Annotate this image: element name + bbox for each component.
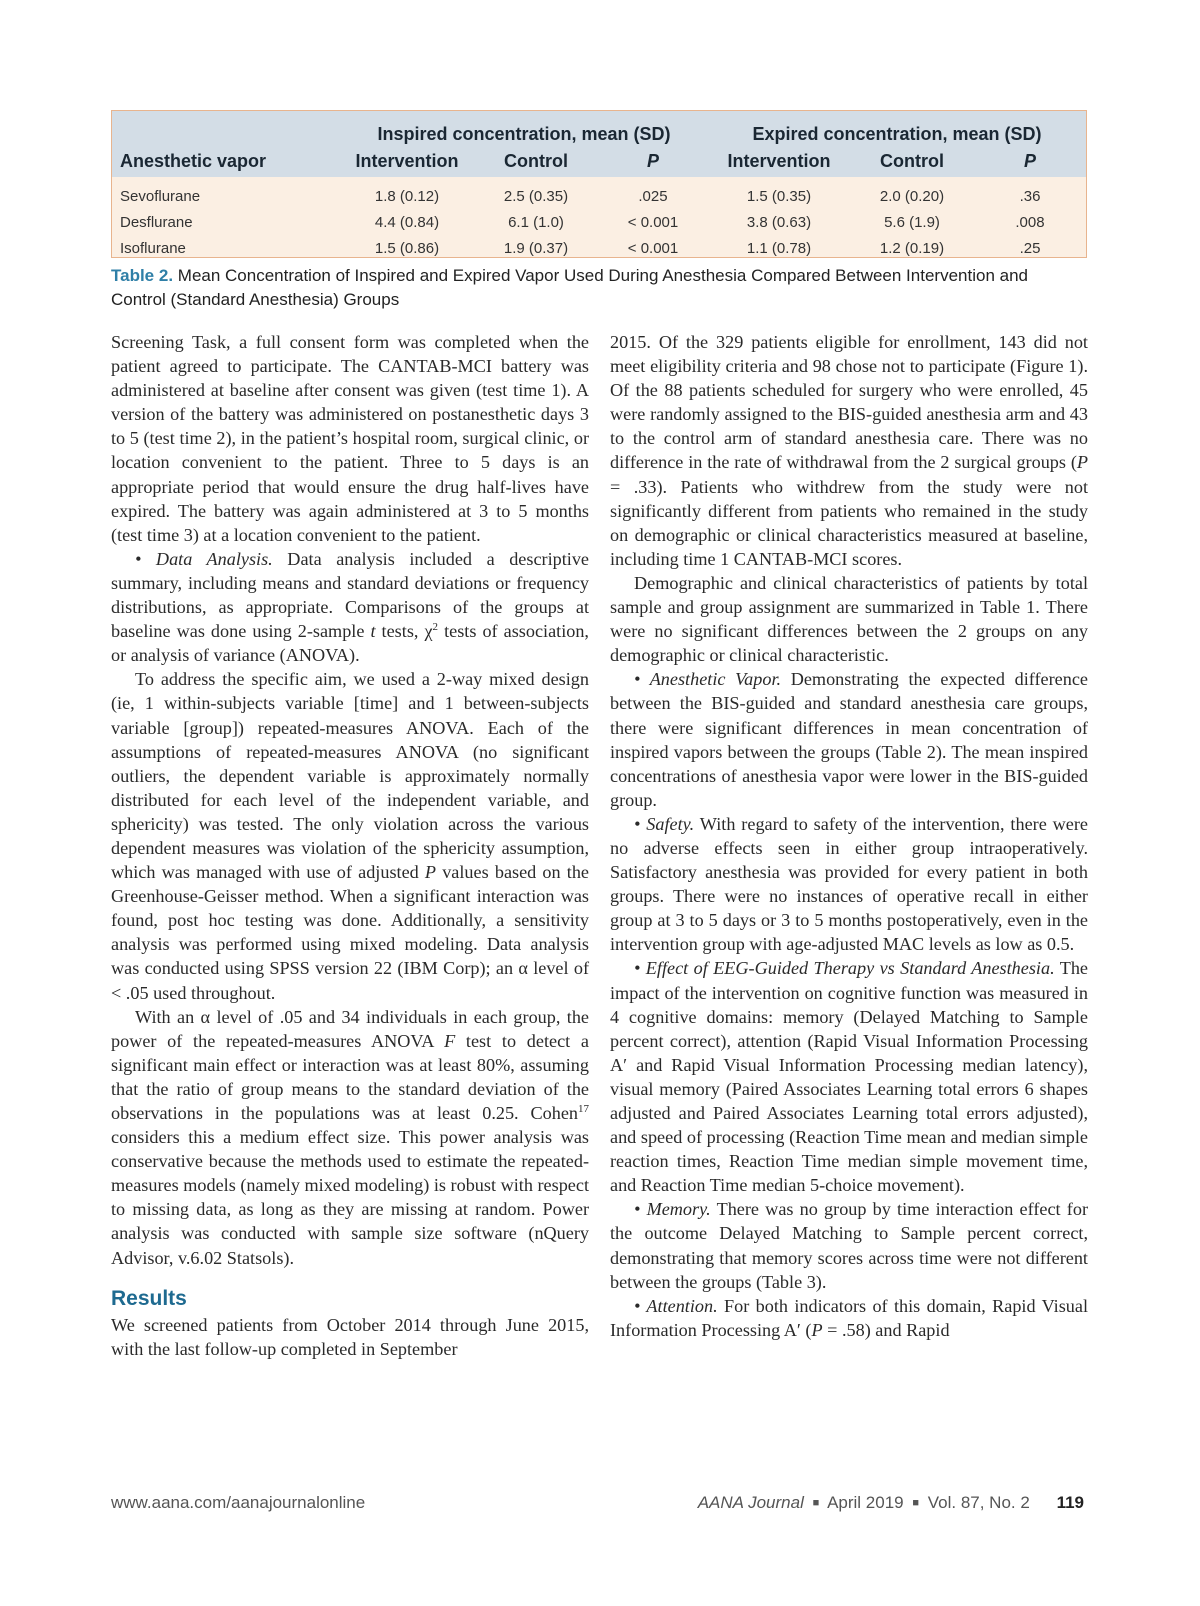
table-cell: 2.0 (0.20) [879, 187, 945, 205]
table-cell: 6.1 (1.0) [508, 213, 564, 231]
table-cell: 1.1 (0.78) [746, 239, 812, 257]
group-header-expired: Expired concentration, mean (SD) [752, 124, 1042, 144]
page-number: 119 [1056, 1493, 1084, 1512]
table-row [112, 235, 1086, 261]
table-cell: < 0.001 [627, 213, 679, 231]
column-header-inspired-control: Control [504, 150, 568, 171]
paragraph: • Data Analysis. Data analysis included a descriptive summary, including means and standard deviations or frequency distributions, as appropriate. Comparisons of the groups at baseline was done using 2-sample t tests, $\chi^2$ tests of association, or analysis of variance (ANOVA). [111, 548, 589, 666]
column-header-expired-p: P [1023, 150, 1036, 171]
column-header-vapor: Anesthetic vapor [120, 150, 267, 171]
table-column-header-row [112, 145, 1086, 177]
run-in-heading: • Data Analysis. [135, 548, 273, 569]
footer-url[interactable]: www.aana.com/aanajournalonline [111, 1493, 366, 1512]
table-group-header-blank [112, 111, 340, 145]
table-cell: 4.4 (0.84) [374, 213, 440, 231]
table-cell: 1.9 (0.37) [503, 239, 569, 257]
run-in-heading: • Safety. [634, 813, 695, 834]
paragraph: • Effect of EEG-Guided Therapy vs Standard Anesthesia. The impact of the intervention on cognitive function was measured in 4 cognitive domains: memory (Delayed Matching to Sample percent correct), attention (Rapid Visual Information Processing A′ and Rapid Visual Information Processing median latency), visual memory (Paired Associates Learning total errors 6 shapes adjusted and Paired Associates Learning total errors adjusted), and speed of processing (Reaction Time mean and median simple reaction times, Reaction Time median simple movement time, and Reaction Time median 5-choice movement). [610, 958, 1088, 1196]
run-in-heading: • Attention. [634, 1295, 718, 1316]
run-in-heading: • Effect of EEG-Guided Therapy vs Standard Anesthesia. [634, 958, 1055, 979]
table-row [112, 209, 1086, 235]
paragraph: • Safety. With regard to safety of the intervention, there were no adverse effects seen in either group intraoperatively. Satisfactory anesthesia was provided for every patient in both groups. There were no instances of operative recall in either group at 3 to 5 days or 3 to 5 months postoperatively, even in the intervention group with age-adjusted MAC levels as low as 0.5. [610, 813, 1088, 955]
table-cell: .25 [1019, 239, 1041, 257]
table-row [112, 177, 1086, 209]
column-header-expired-control: Control [880, 150, 944, 171]
footer-separator: ■ [812, 1497, 820, 1509]
footer-issue-date: April 2019 [827, 1493, 904, 1512]
table-2 [111, 110, 1087, 258]
paragraph: With an α level of .05 and 34 individuals in each group, the power of the repeated-measures ANOVA F test to detect a significant main effect or interaction was at least 80%, assuming that the ratio of group means to the standard deviation of the observations in the populations was at least 0.25. Cohen$^{17}$ considers this a medium effect size. This power analysis was conservative because the methods used to estimate the repeated-measures models (namely mixed modeling) is robust with respect to missing data, as long as they are missing at random. Power analysis was conducted with sample size software (nQuery Advisor, v.6.02 Statsols). [111, 1006, 589, 1268]
citation-reference: 17 [578, 1102, 589, 1115]
group-header-inspired: Inspired concentration, mean (SD) [377, 124, 671, 144]
table-cell: Sevoflurane [120, 187, 201, 205]
paragraph: Demographic and clinical characteristics of patients by total sample and group assignment are summarized in Table 1. There were no significant differences between the 2 groups on any demographic or clinical characteristic. [610, 572, 1088, 666]
paragraph: 2015. Of the 329 patients eligible for enrollment, 143 did not meet eligibility criteria and 98 chose not to participate (Figure 1). Of the 88 patients scheduled for surgery who were enrolled, 45 were randomly assigned to the BIS-guided anesthesia arm and 43 to the control arm of standard anesthesia care. There was no difference in the rate of withdrawal from the 2 surgical groups (P = .33). Patients who withdrew from the study were not significantly different from patients who remained in the study on demographic or clinical characteristics measured at baseline, including time 1 CANTAB-MCI scores. [610, 332, 1088, 569]
table-group-header-row [112, 111, 1086, 145]
table-caption [111, 264, 1071, 312]
table-cell: 5.6 (1.9) [884, 213, 940, 231]
table-cell: 1.5 (0.86) [374, 239, 440, 257]
footer-journal-name: AANA Journal [697, 1493, 804, 1512]
table-cell: .008 [1015, 213, 1045, 231]
paragraph: Screening Task, a full consent form was completed when the patient agreed to participate. The CANTAB-MCI battery was administered at baseline after consent was given (test time 1). A version of the battery was administered on postanesthetic days 3 to 5 (test time 2), in the patient’s hospital room, surgical clinic, or location convenient to the patient. Three to 5 days is an appropriate period that would ensure the drug half-lives have expired. The battery was again administered at 3 to 5 months (test time 3) at a location convenient to the patient. [111, 332, 589, 545]
paragraph: To address the specific aim, we used a 2-way mixed design (ie, 1 within-subjects variable [time] and 1 between-subjects variable [group]) repeated-measures ANOVA. Each of the assumptions of repeated-measures ANOVA (no significant outliers, the dependent variable is approximately normally distributed for each level of the independent variable, and sphericity) was tested. The only violation across the various dependent measures was violation of the sphericity assumption, which was managed with use of adjusted P values based on the Greenhouse-Geisser method. When a significant interaction was found, post hoc testing was done. Additionally, a sensitivity analysis was performed using mixed modeling. Data analysis was conducted using SPSS version 22 (IBM Corp); an α level of < .05 used throughout. [111, 669, 590, 1003]
table-cell: .36 [1019, 187, 1041, 205]
table-cell: Desflurane [120, 213, 193, 231]
vapor-table [112, 111, 1086, 261]
footer-volume: Vol. 87, No. 2 [927, 1493, 1030, 1512]
table-cell: Isoflurane [120, 239, 186, 257]
column-header-inspired-p: P [646, 150, 659, 171]
results-heading: Results [111, 1286, 187, 1310]
table-cell: 1.2 (0.19) [879, 239, 945, 257]
paragraph: • Attention. For both indicators of this domain, Rapid Visual Information Processing A′ (P = .58) and Rapid [610, 1295, 1088, 1340]
table-cell: 3.8 (0.63) [746, 213, 812, 231]
run-in-heading: • Anesthetic Vapor. [634, 669, 782, 690]
column-header-expired-intervention: Intervention [727, 150, 831, 171]
left-column [111, 330, 589, 1361]
table-cell: 1.8 (0.12) [374, 187, 440, 205]
paragraph: • Memory. There was no group by time interaction effect for the outcome Delayed Matching to Sample percent correct, demonstrating that memory scores across time were not different between the groups (Table 3). [610, 1199, 1088, 1292]
paragraph: We screened patients from October 2014 through June 2015, with the last follow-up completed in September [111, 1314, 589, 1359]
table-cell: 1.5 (0.35) [746, 187, 812, 205]
run-in-heading: • Memory. [634, 1199, 711, 1220]
column-header-inspired-intervention: Intervention [355, 150, 459, 171]
paragraph: • Anesthetic Vapor. Demonstrating the expected difference between the BIS-guided and standard anesthesia care groups, there were significant differences in mean concentration of inspired vapors between the groups (Table 2). The mean inspired concentrations of anesthesia vapor were lower in the BIS-guided group. [610, 669, 1088, 810]
table-cell: < 0.001 [627, 239, 679, 257]
table-cell: .025 [638, 187, 668, 205]
table-cell: 2.5 (0.35) [503, 187, 569, 205]
right-column [610, 330, 1088, 1342]
footer-journal-info [698, 1493, 1084, 1513]
footer-separator: ■ [912, 1497, 920, 1509]
table-caption-text: Mean Concentration of Inspired and Expired Vapor Used During Anesthesia Compared Between Intervention and Control (Standard Anesthesia) Groups [111, 266, 1028, 309]
table-caption-label: Table 2. [111, 266, 174, 285]
